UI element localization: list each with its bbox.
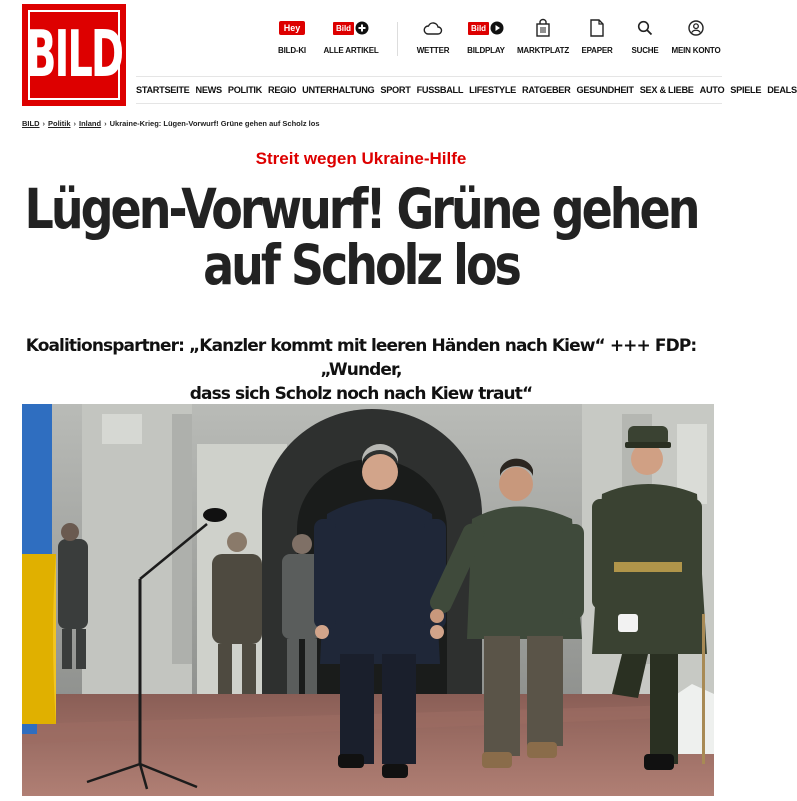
alle-artikel-button[interactable] — [321, 18, 381, 55]
epaper-label: EPAPER — [581, 46, 613, 55]
wetter-label: WETTER — [416, 46, 450, 55]
mein-konto-label: MEIN KONTO — [671, 46, 721, 55]
headline-line-2: auf Scholz los — [203, 232, 519, 298]
marktplatz-button[interactable] — [513, 18, 573, 55]
logo-frame — [25, 10, 123, 100]
bild-ki-button[interactable] — [262, 18, 322, 55]
breadcrumb-inland[interactable]: Inland — [79, 119, 102, 128]
bildplay-icon: Bild — [468, 22, 489, 35]
wetter-button[interactable] — [403, 18, 463, 55]
weather-cloud-icon — [403, 18, 463, 38]
headline-line-1: Lügen-Vorwurf! Grüne gehen — [24, 176, 698, 242]
marktplatz-label: MARKTPLATZ — [516, 46, 570, 55]
breadcrumb-bild[interactable]: BILD — [22, 119, 40, 128]
nav-item-auto[interactable]: AUTO — [699, 85, 725, 95]
breadcrumb-separator: › — [42, 119, 45, 128]
user-account-icon — [666, 18, 726, 38]
suche-label: SUCHE — [631, 46, 659, 55]
nav-item-fussball[interactable]: FUSSBALL — [416, 85, 464, 95]
breadcrumb-separator: › — [73, 119, 77, 128]
nav-item-sex-liebe[interactable]: SEX & LIEBE — [639, 85, 694, 95]
alle-artikel-label: ALLE ARTIKEL — [323, 46, 379, 55]
nav-item-regio[interactable]: REGIO — [268, 85, 297, 95]
article-kicker: Streit wegen Ukraine-Hilfe — [255, 149, 467, 168]
breadcrumb-separator: › — [104, 119, 107, 128]
bild-logo[interactable] — [22, 4, 126, 106]
main-navigation — [136, 76, 797, 104]
nav-item-ratgeber[interactable]: RATGEBER — [522, 85, 571, 95]
nav-item-politik[interactable]: POLITIK — [227, 85, 263, 95]
breadcrumb-current: Ukraine-Krieg: Lügen-Vorwurf! Grüne gehen auf Scholz los — [109, 119, 320, 128]
shopping-bag-icon — [513, 18, 573, 38]
nav-item-unterhaltung[interactable]: UNTERHALTUNG — [302, 85, 375, 95]
mein-konto-button[interactable] — [666, 18, 726, 55]
nav-item-deals[interactable]: DEALS — [767, 85, 797, 95]
nav-item-lifestyle[interactable]: LIFESTYLE — [469, 85, 516, 95]
nav-item-gesundheit[interactable]: GESUNDHEIT — [576, 85, 634, 95]
breadcrumb-politik[interactable]: Politik — [48, 119, 71, 128]
header-divider — [397, 22, 398, 56]
nav-item-sport[interactable]: SPORT — [380, 85, 411, 95]
bild-ki-label: BILD-KI — [278, 46, 306, 55]
subline-line-1: Koalitionspartner: „Kanzler kommt mit leeren Händen nach Kiew“ +++ FDP: „Wunder, — [25, 336, 697, 380]
bild-plus-icon: Bild — [333, 22, 354, 35]
logo-text: BILD — [25, 18, 123, 92]
top-icon-bar — [268, 18, 720, 62]
bildplay-label: BILDPLAY — [467, 46, 505, 55]
breadcrumb — [22, 119, 320, 128]
nav-item-news[interactable]: NEWS — [195, 85, 222, 95]
article-photo[interactable] — [22, 404, 714, 796]
subline-line-2: dass sich Scholz noch nach Kiew traut“ — [189, 384, 533, 404]
hey-badge-icon: Hey — [279, 21, 306, 35]
article-subline — [0, 334, 722, 406]
article-headline — [0, 176, 722, 298]
nav-item-spiele[interactable]: SPIELE — [730, 85, 762, 95]
bildplay-button[interactable] — [456, 18, 516, 55]
nav-item-startseite[interactable]: STARTSEITE — [136, 85, 190, 95]
